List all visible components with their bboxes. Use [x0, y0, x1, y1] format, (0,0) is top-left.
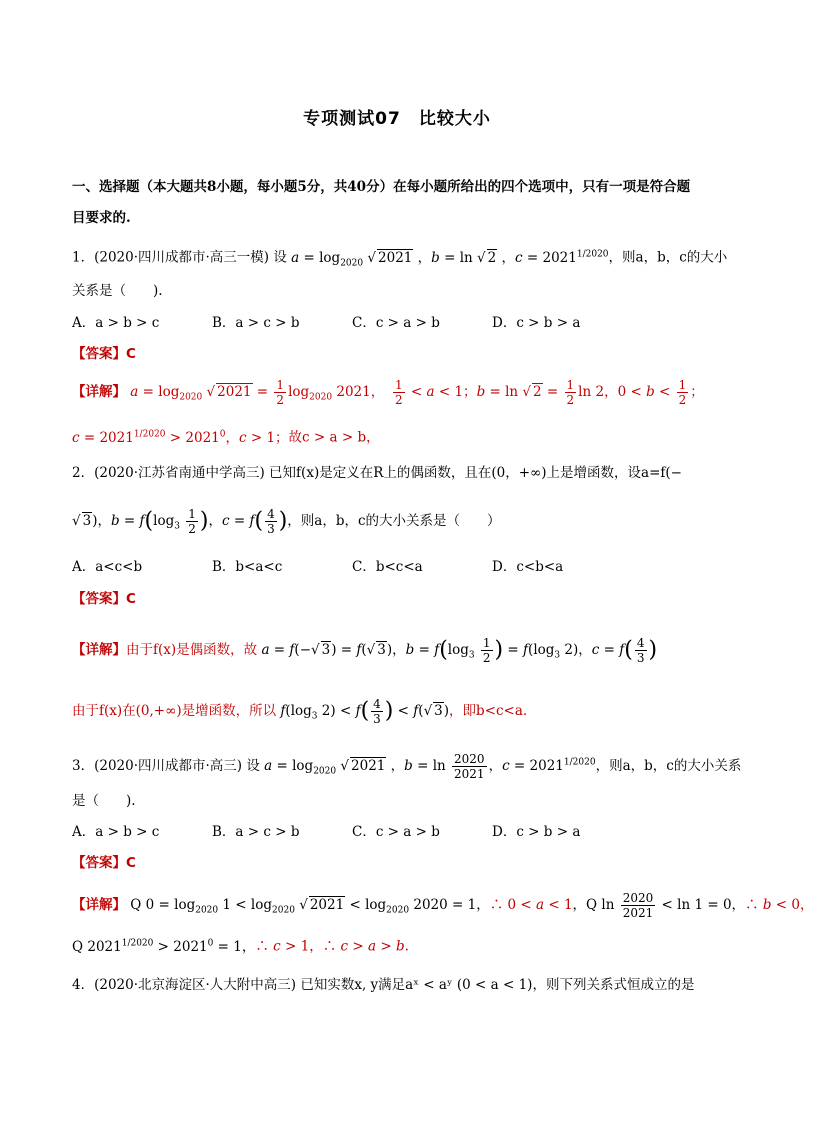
q1-option-c[interactable]: C．c > a > b — [352, 315, 440, 331]
question-1-detail-end: 故c > a > b， — [288, 429, 380, 446]
question-2-answer — [72, 589, 732, 609]
question-2-cont-suffix: ，则a，b，c的大小关系是（ ） — [287, 513, 501, 529]
answer-value: C — [126, 346, 136, 362]
section-header-line2: 目要求的. — [72, 210, 131, 226]
q3-option-c[interactable]: C．c > a > b — [352, 824, 440, 840]
question-3-prefix: 3．(2020·四川成都市·高三) 设 — [72, 758, 260, 774]
question-1-cont: 关系是（ ). — [72, 283, 163, 299]
question-2-cont: √ 3)，$b = f(\log_3$ $\frac{1}{2}$ )，c = f( $\frac{4}{3}$ )，则a，b，c的大小关系是（ ） — [72, 507, 501, 536]
question-3-cont: 是（ ). — [72, 793, 136, 809]
question-4-stem: 4．(2020·北京海淀区·人大附中高三) 已知实数x, y满足aˣ < aʸ (0 < a < 1)，则下列关系式恒成立的是 — [72, 977, 695, 993]
question-1-detail-formula: $a = \log_{2020}$ √ 2021 = $\frac{1}{2}$ $\log_{2020} 2021$， $\frac{1}{2}$ < a < 1；b = ln √ 2 = $\frac{1}{2}$ ln 2，0 < b < $\frac{1}{2}$ ； — [130, 378, 704, 407]
question-1-answer — [72, 344, 732, 364]
question-3-options — [72, 822, 732, 842]
answer-value: C — [126, 591, 136, 607]
answer-value: C — [126, 855, 136, 871]
q2-option-a[interactable]: A．a<c<b — [72, 559, 143, 575]
answer-label: 【答案】 — [72, 591, 126, 607]
q3-option-b[interactable]: B．a > c > b — [212, 824, 300, 840]
detail-label: 【详解】 — [72, 384, 126, 400]
question-2-detail-end: ，即b<c<a. — [449, 703, 528, 719]
question-1-formula: $a = \log_{2020}$ √ 2021 ，b = ln √ 2 ，$c = 2021^{1/2020}$ — [291, 249, 609, 269]
question-2-stem: 2．(2020·江苏省南通中学高三) 已知f(x)是定义在R上的偶函数，且在(0，+∞)上是增函数，设a=f(− — [72, 465, 682, 481]
question-2-options — [72, 557, 732, 577]
page-title: 专项测试07 比较大小 — [303, 109, 491, 129]
question-1-prefix: 1．(2020·四川成都市·高三一模) 设 — [72, 249, 287, 266]
q2-option-d[interactable]: D．c<b<a — [492, 559, 564, 575]
question-3-answer — [72, 853, 732, 873]
answer-label: 【答案】 — [72, 346, 126, 362]
question-1-detail-cont: $c = 2021^{1/2020} > 2021^0$，c > 1；故c > a > b， — [72, 429, 380, 446]
section-header-line1: 一、选择题（本大题共8小题，每小题5分，共40分）在每小题所给出的四个选项中，只有一项是符合题 — [72, 179, 691, 195]
question-2-detail: 【详解】由于f(x)是偶函数，故 a = f(−√ 3) = f(√ 3)，$b = f(\log_3$ $\frac{1}{2}$ ) = $f(\log_3$ 2)，c = f( $\frac{4}{3}$ ) — [72, 636, 658, 665]
q1-option-d[interactable]: D．c > b > a — [492, 315, 581, 331]
q2-option-b[interactable]: B．b<a<c — [212, 559, 283, 575]
detail-label: 【详解】 — [72, 642, 126, 658]
question-1-stem — [72, 244, 732, 273]
question-2-detail-a: 由于f(x)是偶函数，故 — [126, 642, 258, 658]
q2-option-c[interactable]: C．b<c<a — [352, 559, 423, 575]
q1-option-a[interactable]: A．a > b > c — [72, 315, 160, 331]
question-3-suffix: ，则a，b，c的大小关系 — [595, 758, 742, 774]
question-3-detail: 【详解】 Q $0 = \log_{2020} 1 < \log_{2020}$ √ $2021 < \log_{2020} 2020 = 1$，∴ 0 < a < 1，Q ln $\frac{2020}{2021}$ < ln 1 = 0，∴ b < 0， — [72, 891, 813, 920]
q3-option-d[interactable]: D．c > b > a — [492, 824, 581, 840]
question-3-detail-cont: Q $2021^{1/2020} > 2021^0 = 1$，∴ c > 1，∴ c > a > b. — [72, 938, 409, 955]
question-1-options — [72, 313, 732, 333]
question-1-detail — [72, 378, 732, 408]
question-2-detail-b: 由于f(x)在(0,+∞)是增函数，所以 — [72, 703, 277, 719]
question-1-suffix: ，则a，b，c的大小 — [608, 249, 728, 266]
q3-option-a[interactable]: A．a > b > c — [72, 824, 160, 840]
question-3-stem: 3．(2020·四川成都市·高三) 设 $a = \log_{2020}$ √ 2021 ，b = ln $\frac{2020}{2021}$ ，$c = 2021^{1/2020}$，则a，b，c的大小关系 — [72, 752, 742, 781]
question-2-detail-cont: 由于f(x)在(0,+∞)是增函数，所以 $f(\log_3$ 2) < f( $\frac{4}{3}$ ) < f(√ 3)，即b<c<a. — [72, 697, 528, 726]
q1-option-b[interactable]: B．a > c > b — [212, 315, 300, 331]
answer-label: 【答案】 — [72, 855, 126, 871]
detail-label: 【详解】 — [72, 897, 126, 913]
